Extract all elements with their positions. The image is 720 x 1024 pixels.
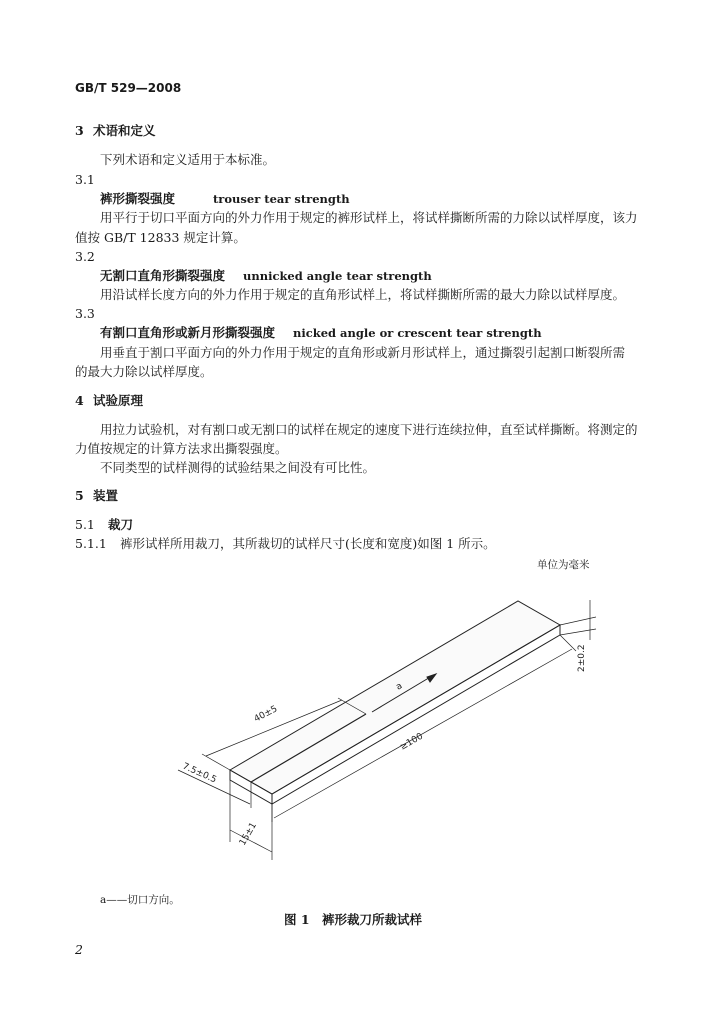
term-3-3-name: 有割口直角形或新月形撕裂强度 <box>100 325 276 340</box>
section-5-number: 5 <box>75 488 84 503</box>
dim-arrow-label: a <box>394 681 405 693</box>
section-5-1-1-text: 裤形试样所用裁刀，其所裁切的试样尺寸(长度和宽度)如图 1 所示。 <box>120 536 496 551</box>
section-4-number: 4 <box>75 393 84 408</box>
section-4-p1-line1: 用拉力试验机，对有割口或无割口的试样在规定的速度下进行连续拉伸，直至试样撕断。将测定的 <box>100 422 638 437</box>
term-3-1-number: 3.1 <box>75 172 95 187</box>
term-3-3-english: nicked angle or crescent tear strength <box>293 326 542 340</box>
dim-total-length: ≥100 <box>398 731 425 753</box>
dim-width: 15±1 <box>237 821 259 848</box>
section-5-1-1-number: 5.1.1 <box>75 536 107 551</box>
section-4-heading: 试验原理 <box>93 393 144 408</box>
section-3-heading: 术语和定义 <box>93 123 156 138</box>
specimen-side-face <box>272 625 560 804</box>
unit-note: 单位为毫米 <box>537 559 590 571</box>
term-3-1-def-line1: 用平行于切口平面方向的外力作用于规定的裤形试样上，将试样撕断所需的力除以试样厚度，该力 <box>100 210 638 225</box>
term-3-1-name: 裤形撕裂强度 <box>100 191 176 206</box>
term-3-3-def-line1: 用垂直于割口平面方向的外力作用于规定的直角形或新月形试样上，通过撕裂引起割口断裂所需 <box>100 345 626 360</box>
term-3-2-english: unnicked angle tear strength <box>243 269 432 283</box>
standard-code: GB/T 529—2008 <box>75 81 182 95</box>
term-3-3-number: 3.3 <box>75 306 95 321</box>
dim-thickness: 2±0.2 <box>577 644 587 672</box>
term-3-2-number: 3.2 <box>75 249 95 264</box>
term-3-2-name: 无割口直角形撕裂强度 <box>100 268 226 283</box>
page-number: 2 <box>75 942 83 957</box>
section-4-p1-line2: 力值按规定的计算方法求出撕裂强度。 <box>75 441 288 456</box>
section-5-1-title: 裁刀 <box>108 517 134 532</box>
section-5-heading: 装置 <box>93 488 119 503</box>
section-5-1-number: 5.1 <box>75 517 95 532</box>
section-3-number: 3 <box>75 123 84 138</box>
dim-half-width: 7.5±0.5 <box>180 761 218 786</box>
term-3-2-def-line1: 用沿试样长度方向的外力作用于规定的直角形试样上，将试样撕断所需的最大力除以试样厚度。 <box>100 287 626 302</box>
figure-caption: 图 1 裤形裁刀所裁试样 <box>284 912 423 927</box>
figure-footnote: a——切口方向。 <box>100 894 180 906</box>
term-3-1-def-line2: 值按 GB/T 12833 规定计算。 <box>75 230 246 245</box>
section-3-intro: 下列术语和定义适用于本标准。 <box>100 152 276 167</box>
section-4-p2: 不同类型的试样测得的试验结果之间没有可比性。 <box>100 460 376 475</box>
term-3-3-def-line2: 的最大力除以试样厚度。 <box>75 364 213 379</box>
dim-slit-length: 40±5 <box>252 704 280 725</box>
term-3-1-english: trouser tear strength <box>213 192 350 206</box>
